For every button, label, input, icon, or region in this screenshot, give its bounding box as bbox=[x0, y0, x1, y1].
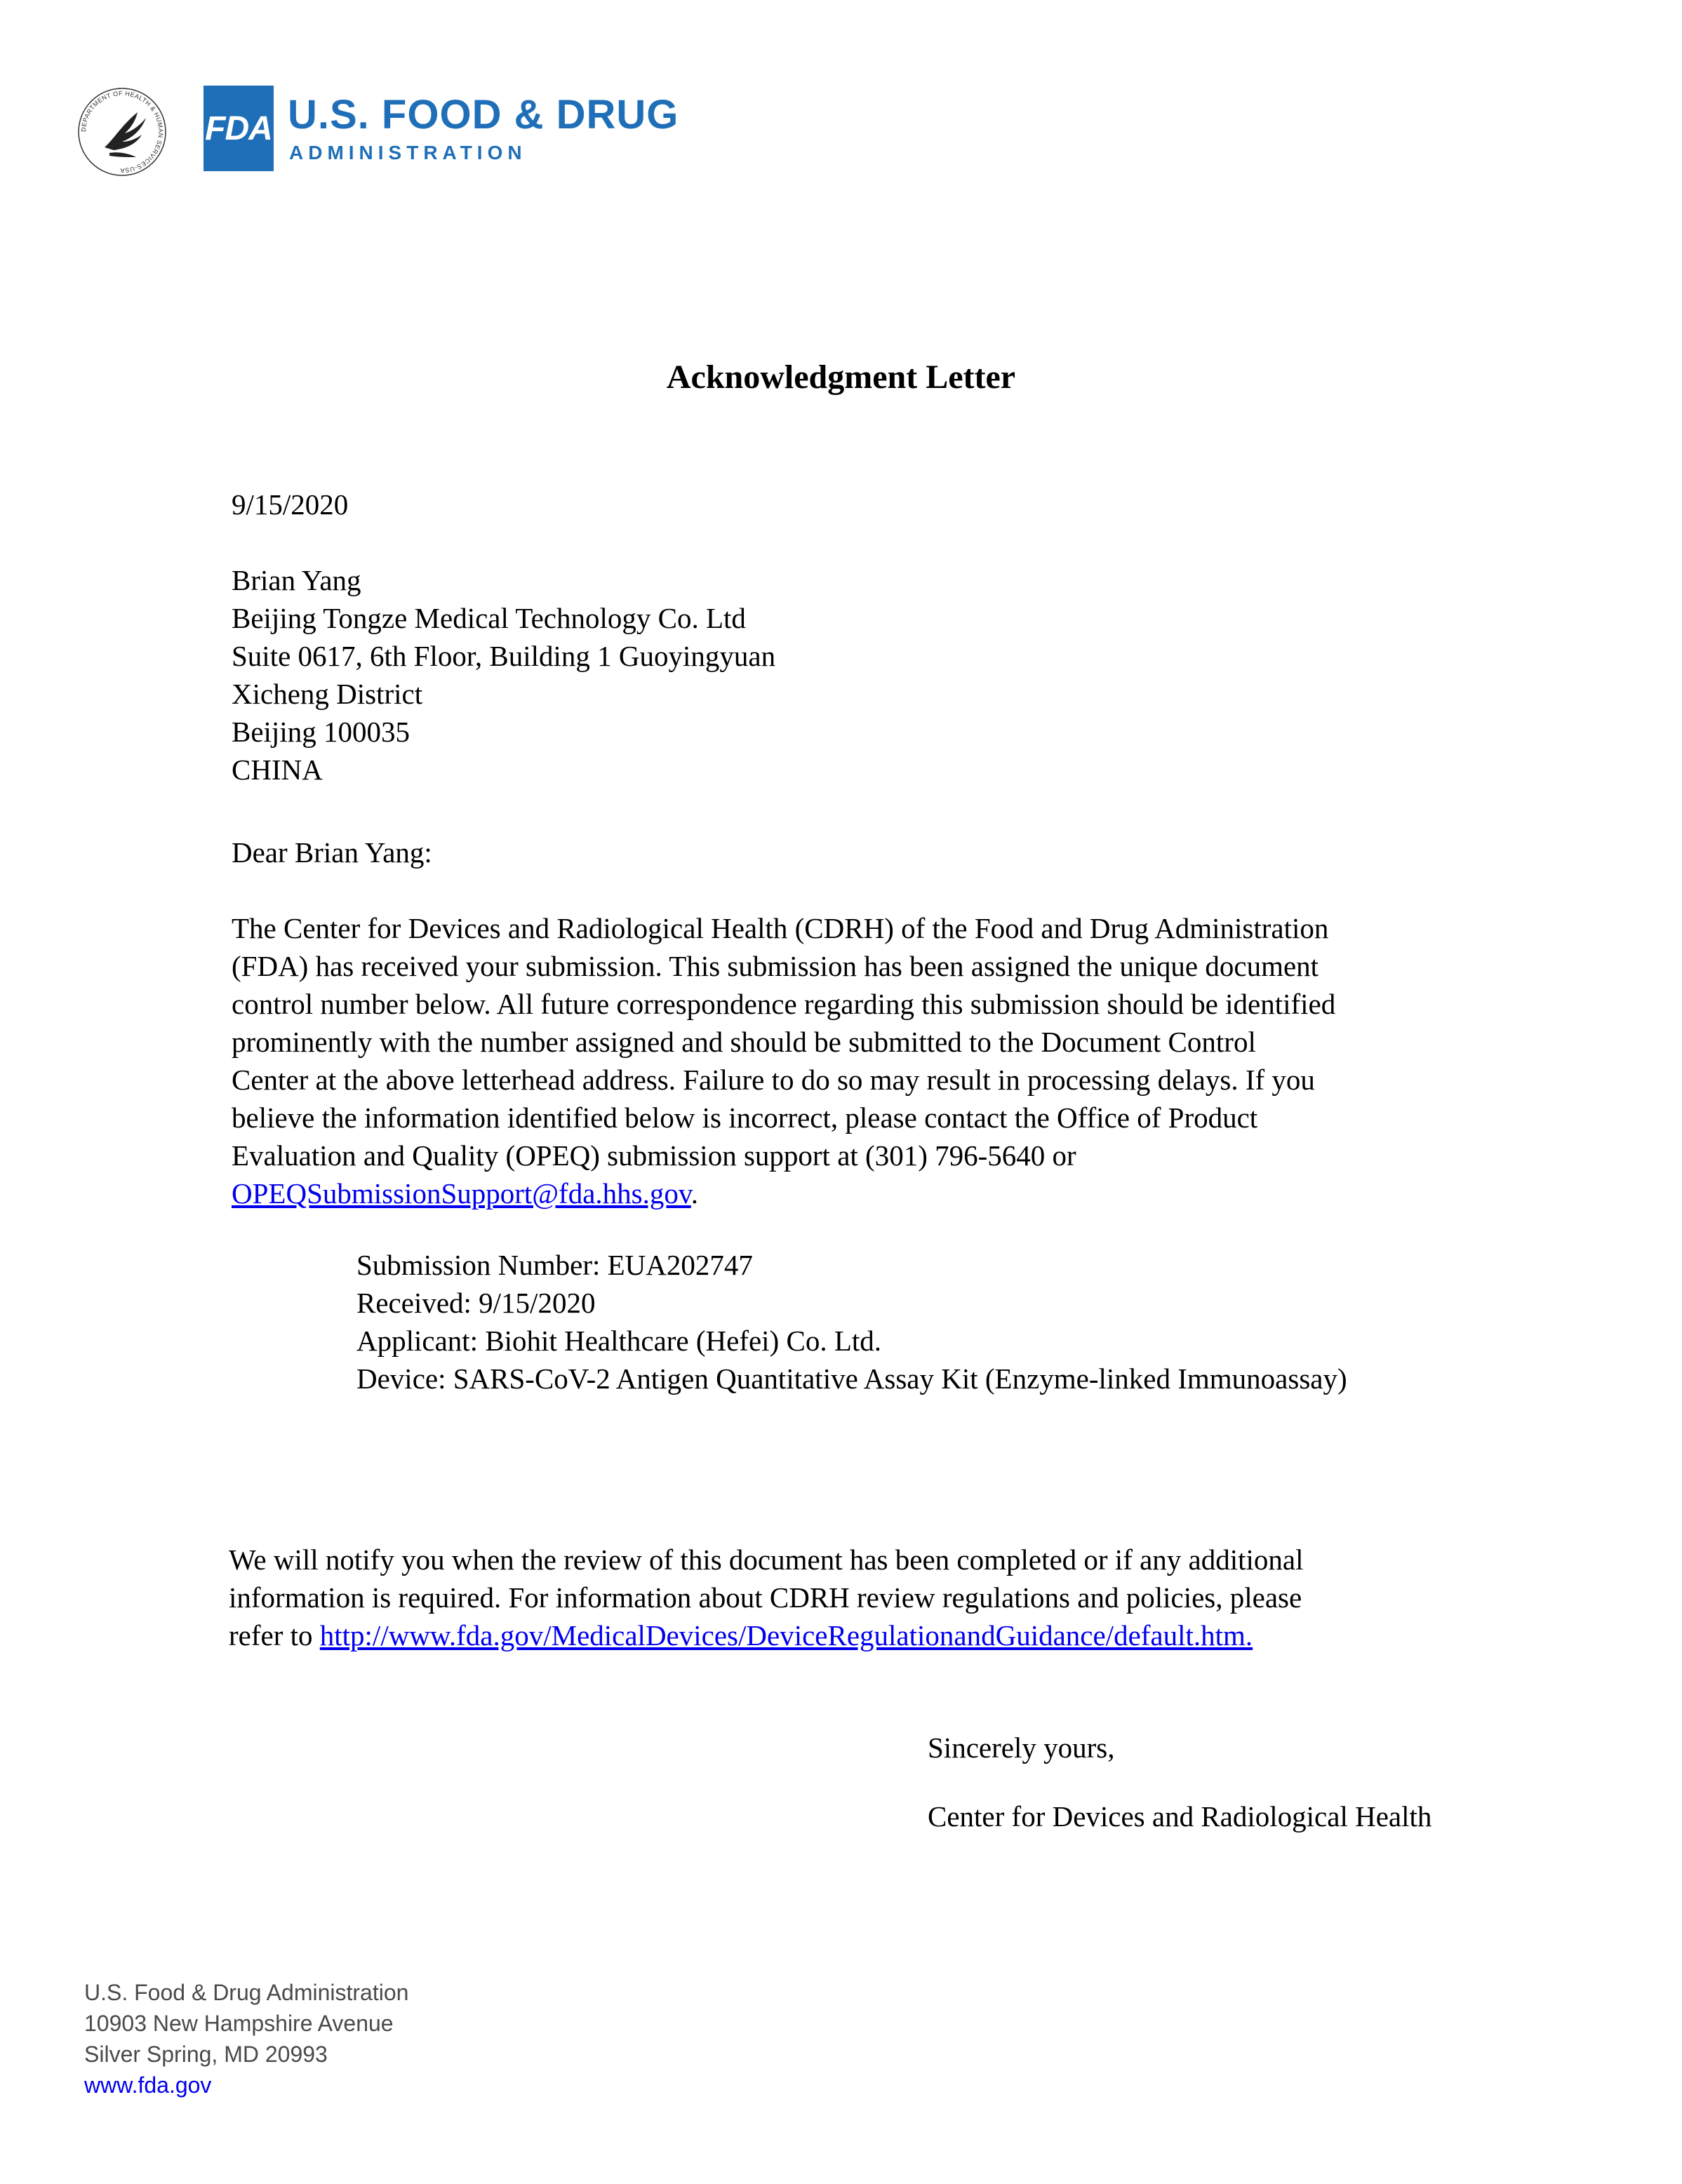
footer-line: 10903 New Hampshire Avenue bbox=[84, 2011, 394, 2036]
agency-name: U.S. FOOD & DRUG bbox=[288, 92, 679, 138]
letter-date: 9/15/2020 bbox=[232, 488, 349, 521]
paragraph-line: (FDA) has received your submission. This submission has been assigned the unique document bbox=[232, 950, 1319, 982]
submission-received: Received: 9/15/2020 bbox=[356, 1287, 596, 1319]
fda-logo: FDA bbox=[203, 86, 274, 171]
letter-title: Acknowledgment Letter bbox=[666, 359, 1016, 396]
hhs-seal-icon bbox=[73, 83, 171, 181]
paragraph-line: We will notify you when the review of this document has been completed or if any additional bbox=[229, 1543, 1304, 1576]
address-line: Xicheng District bbox=[232, 678, 423, 710]
recipient-address bbox=[232, 561, 775, 789]
paragraph-line: information is required. For information about CDRH review regulations and policies, please bbox=[229, 1581, 1302, 1614]
address-line: Brian Yang bbox=[232, 564, 361, 596]
salutation: Dear Brian Yang: bbox=[232, 836, 432, 869]
submission-applicant: Applicant: Biohit Healthcare (Hefei) Co. Ltd. bbox=[356, 1325, 882, 1357]
submission-number: Submission Number: EUA202747 bbox=[356, 1249, 753, 1281]
footer-address bbox=[84, 1977, 408, 2101]
address-line: Suite 0617, 6th Floor, Building 1 Guoyingyuan bbox=[232, 640, 776, 672]
paragraph-line: Center at the above letterhead address. Failure to do so may result in processing delays. If you bbox=[232, 1064, 1315, 1096]
paragraph-line: believe the information identified below is incorrect, please contact the Office of Product bbox=[232, 1101, 1258, 1134]
address-line: Beijing Tongze Medical Technology Co. Ltd bbox=[232, 602, 746, 634]
valediction: Sincerely yours, bbox=[928, 1731, 1115, 1764]
seal-text: DEPARTMENT OF HEALTH & HUMAN SERVICES-USA bbox=[79, 89, 165, 175]
support-email-link[interactable]: OPEQSubmissionSupport@fda.hhs.gov bbox=[232, 1177, 691, 1210]
agency-subtitle: ADMINISTRATION bbox=[289, 142, 527, 163]
address-line: CHINA bbox=[232, 753, 323, 786]
cdrh-guidance-link[interactable]: http://www.fda.gov/MedicalDevices/DeviceRegulationandGuidance/default.htm. bbox=[319, 1619, 1253, 1652]
signer: Center for Devices and Radiological Health bbox=[928, 1800, 1432, 1833]
submission-device: Device: SARS-CoV-2 Antigen Quantitative Assay Kit (Enzyme-linked Immunoassay) bbox=[356, 1362, 1347, 1395]
address-line: Beijing 100035 bbox=[232, 716, 410, 748]
footer-line: Silver Spring, MD 20993 bbox=[84, 2042, 328, 2067]
paragraph-line-url bbox=[229, 1616, 1304, 1654]
paragraph-line-email bbox=[232, 1174, 1335, 1212]
email-suffix: . bbox=[690, 1177, 698, 1210]
letterhead bbox=[73, 76, 679, 175]
paragraph-line: Evaluation and Quality (OPEQ) submission support at (301) 796-5640 or bbox=[232, 1139, 1076, 1172]
footer-line: U.S. Food & Drug Administration bbox=[84, 1980, 409, 2005]
paragraph-line: prominently with the number assigned and should be submitted to the Document Control bbox=[232, 1026, 1256, 1058]
paragraph-line: The Center for Devices and Radiological Health (CDRH) of the Food and Drug Administration bbox=[232, 912, 1329, 944]
footer-website-link[interactable]: www.fda.gov bbox=[84, 2072, 212, 2098]
paragraph-intro bbox=[232, 909, 1335, 1212]
paragraph-notify bbox=[229, 1541, 1304, 1654]
paragraph-line: control number below. All future correspondence regarding this submission should be identified bbox=[232, 988, 1336, 1020]
submission-details bbox=[356, 1246, 1347, 1398]
url-prefix: refer to bbox=[229, 1619, 320, 1652]
